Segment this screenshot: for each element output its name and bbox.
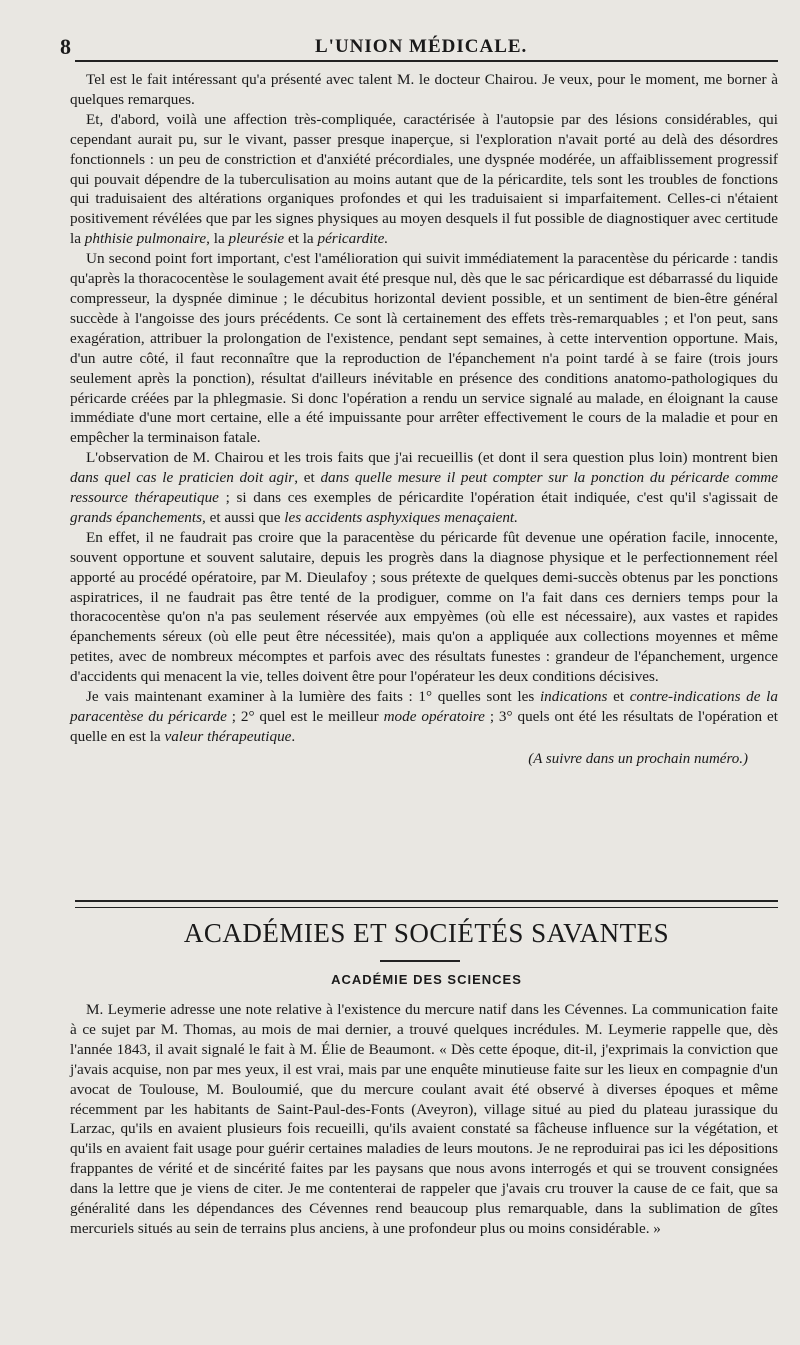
paragraph-5: En effet, il ne faudrait pas croire que la paracentèse du péricarde fût devenue une opération facile, innocente, souvent opportune et souvent salutaire, depuis les progrès dans la diagnose physique et le perfectionnement réel apporté au procédé opératoire, par M. Dieulafoy ; sous prétexte de quelques demi-succès obtenus par les ponctions aspiratrices, il ne faudrait pas être tenté de la prodiguer, comme on l'a fait dans ces derniers temps pour la thoracocentèse qu'on n'a pas seulement réservée aux empyèmes (où elle est nécessaire), aux vastes et rapides épanchements séreux (où elle peut être nécessitée), mais qu'on a appliquée aux collections moyennes et même petites, avec de nombreux mécomptes et parfois avec des résultats funestes : grandeur de l'épanchement, urgence d'accidents qui menacent la vie, telles doivent être pour l'opérateur les deux conditions décisives.: [70, 528, 778, 686]
title-underline: [380, 960, 460, 962]
section-title: ACADÉMIES ET SOCIÉTÉS SAVANTES: [183, 918, 670, 948]
article-body: [70, 70, 778, 769]
paragraph-1: Tel est le fait intéressant qu'a présenté avec talent M. le docteur Chairou. Je veux, pour le moment, me borner à quelques remarques.: [70, 71, 778, 108]
paragraph-4: L'observation de M. Chairou et les trois faits que j'ai recueillis (et dont il sera question plus loin) montrent bien dans quel cas le praticien doit agir, et dans quelle mesure il peut compter sur la ponction du péricarde comme ressource thérapeutique ; si dans ces exemples de péricardite l'opération était indiquée, c'est qu'il s'agissait de grands épanchements, et aussi que les accidents asphyxiques menaçaient.: [70, 449, 779, 526]
academy-paragraph: M. Leymerie adresse une note relative à l'existence du mercure natif dans les Cévennes. La communication faite à ce sujet par M. Thomas, au mois de mai dernier, a trouvé quelques incrédules. M. Leymerie rappelle que, dès l'année 1843, il avait signalé le fait à M. Élie de Beaumont. « Dès cette époque, dit-il, j'exprimais la conviction que j'avais acquise, non par mes yeux, il est vrai, mais par une enquête minutieuse faite sur les lieux en compagnie d'un avocat de Toulouse, M. Bouloumié, que du mercure coulant avait été observé à diverses époques et même récemment par les habitants de Saint-Paul-des-Fonts (Aveyron), village situé au pied du plateau jurassique du Larzac, qu'ils en avaient plusieurs fois recueilli, qu'ils avaient constaté sa fâcheuse influence sur la végétation, et qu'ils en avaient fait usage pour guérir certaines maladies de leurs moutons. Je ne reproduirai pas ici les dépositions frappantes de vérité et de sincérité faites par les paysans que nous avons interrogés et qui se trouvent consignées dans la lettre que je viens de citer. Je me contenterai de rappeler que j'avais cru trouver la cause de ce fait, que sa généralité dans les dépendances des Cévennes rend beaucoup plus remarquable, dans la sublimation de gîtes mercuriels situés au sein de terrains plus anciens, à une profondeur plus ou moins considérable. »: [70, 1001, 778, 1237]
section-subtitle: ACADÉMIE DES SCIENCES: [331, 972, 522, 987]
page-header: [60, 30, 780, 60]
header-rule: [75, 60, 778, 62]
paragraph-2: Et, d'abord, voilà une affection très-compliquée, caractérisée à l'autopsie par des lésions considérables, qui cependant aurait pu, sur le vivant, passer presque inaperçue, si l'exploration n'avait porté au delà des désordres fonctionnels : un peu de constriction et d'anxiété précordiales, une dyspnée modérée, un affaiblissement progressif qui pouvait dépendre de la tuberculisation au moins autant que de la péricardite, tels sont les troubles de fonctions qui traduisaient des altérations organiques profondes et qui les traduisaient si imparfaitement. Celles-ci n'étaient positivement révélées que par les signes physiques au moyen desquels il fut possible de diagnostiquer avec certitude la phthisie pulmonaire, la pleurésie et la péricardite.: [70, 110, 778, 248]
journal-title: L'UNION MÉDICALE.: [315, 36, 528, 57]
academy-body: [70, 1000, 778, 1239]
page-number: 8: [60, 34, 71, 59]
paragraph-6: Je vais maintenant examiner à la lumière des faits : 1° quelles sont les indications et contre-indications de la paracentèse du péricarde ; 2° quel est le meilleur mode opératoire ; 3° quels ont été les résultats de l'opération et quelle en est la valeur thérapeutique.: [70, 688, 778, 745]
section-divider: [75, 900, 778, 908]
paragraph-3: Un second point fort important, c'est l'amélioration qui suivit immédiatement la paracentèse du péricarde : tandis qu'après la thoracocentèse le soulagement avait été presque nul, dès que le sac péricardique est débarrassé du liquide compresseur, la dyspnée diminue ; le décubitus horizontal devient possible, et un sentiment de bien-être général succède à l'angoisse des jours précédents. Ce sont là certainement des effets très-remarquables ; et l'on peut, sans exagération, attribuer la prolongation de l'existence, pendant sept semaines, à cette intervention opportune. Mais, d'un autre côté, il faut reconnaître que la reproduction de l'épanchement n'a point tardé à se faire (trois jours seulement après la ponction), résultat d'ailleurs inévitable en présence des conditions anatomo-pathologiques du péricarde créées par la phlegmasie. Si donc l'opération a rendu un service signalé au malade, en éloignant la cause immédiate d'une mort certaine, elle a été impuissante pour arrêter effectivement le cours de la maladie et pour en empêcher la terminaison fatale.: [70, 250, 778, 447]
continuation-note: (A suivre dans un prochain numéro.): [528, 750, 748, 767]
